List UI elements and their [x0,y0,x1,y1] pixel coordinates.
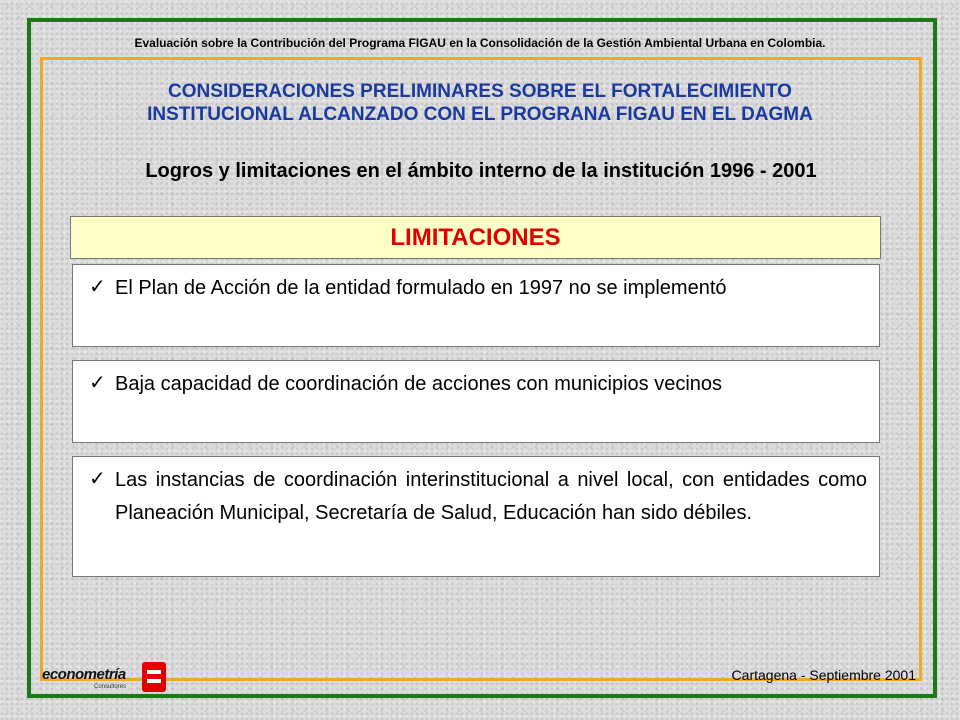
limitation-text: El Plan de Acción de la entidad formulado en 1997 no se implementó [115,277,727,299]
limitation-text: Baja capacidad de coordinación de acciones con municipios vecinos [115,373,723,395]
logo-name: econometría [42,666,126,683]
logo-subtitle: Consultores [94,684,127,690]
econometria-logo [42,662,172,692]
checkmark-icon: ✓ [89,276,106,298]
slide-subtitle: Logros y limitaciones en el ámbito interno de la institución 1996 - 2001 [145,160,817,182]
slide-title-line-1: CONSIDERACIONES PRELIMINARES SOBRE EL FORTALECIMIENTO [168,81,792,102]
header-text: Evaluación sobre la Contribución del Programa FIGAU en la Consolidación de la Gestión Ambiental Urbana en Colombia. [134,36,826,50]
slide-title [50,80,910,126]
footer-location-date: Cartagena - Septiembre 2001 [731,667,916,683]
logo-e-mark-icon [142,662,166,692]
limitation-item [72,456,880,577]
limitation-text: Las instancias de coordinación interinstitucional a nivel local, con entidades como Planeación Municipal, Secretaría de Salud, Educación han sido débiles. [115,469,867,524]
checkmark-icon: ✓ [89,372,106,394]
limitation-item [72,360,880,443]
slide-title-line-2: INSTITUCIONAL ALCANZADO CON EL PROGRANA FIGAU EN EL DAGMA [147,104,813,125]
limitaciones-banner: LIMITACIONES [70,216,881,259]
checkmark-icon: ✓ [89,468,106,490]
limitation-item [72,264,880,347]
